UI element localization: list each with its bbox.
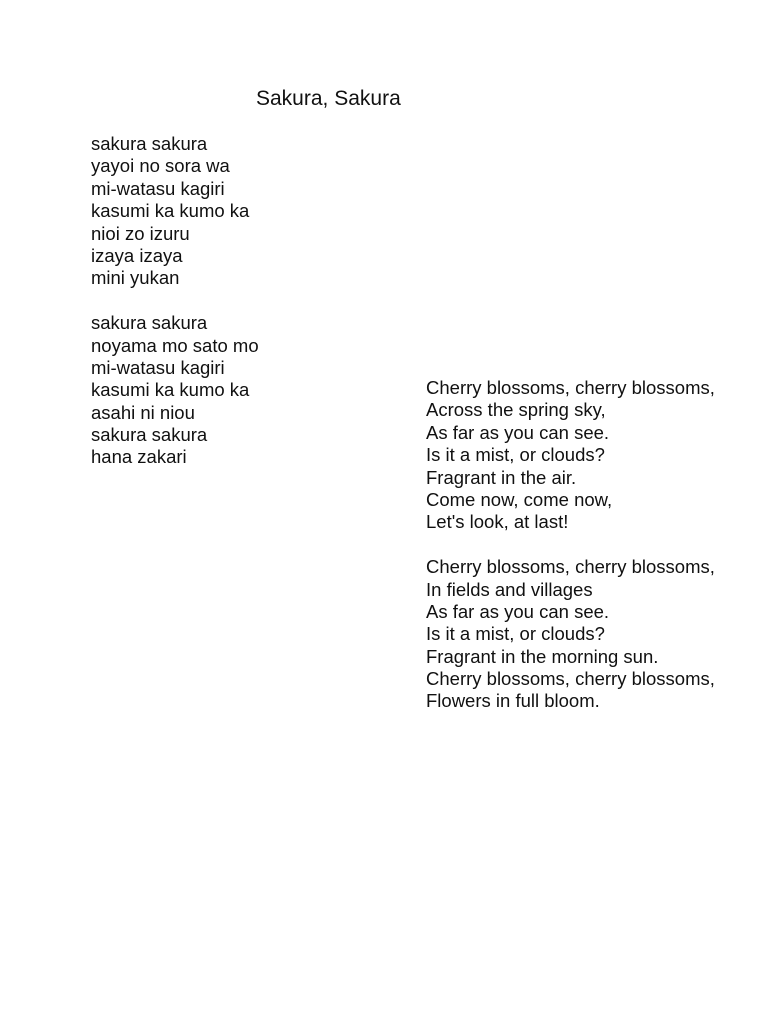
lyric-line: As far as you can see.: [426, 600, 610, 622]
japanese-stanza-1: [91, 133, 259, 290]
lyric-line: Flowers in full bloom.: [426, 690, 600, 712]
japanese-stanza-2: [91, 312, 259, 469]
song-title: Sakura, Sakura: [256, 87, 401, 110]
lyric-line: Cherry blossoms, cherry blossoms,: [426, 377, 715, 398]
english-stanza-1: [426, 377, 715, 534]
lyric-line: Fragrant in the morning sun.: [426, 645, 659, 667]
lyric-line: Let's look, at last!: [426, 511, 569, 533]
lyric-line: Is it a mist, or clouds?: [426, 444, 605, 466]
lyric-line: kasumi ka kumo ka: [91, 200, 250, 222]
lyric-line: Fragrant in the air.: [426, 466, 577, 488]
lyric-line: nioi zo izuru: [91, 222, 190, 244]
lyric-line: Across the spring sky,: [426, 399, 606, 421]
lyric-line: sakura sakura: [91, 133, 208, 154]
lyric-line: hana zakari: [91, 446, 187, 468]
lyric-line: sakura sakura: [91, 312, 208, 334]
english-lyrics: [426, 377, 715, 713]
lyric-line: izaya izaya: [91, 244, 183, 266]
lyric-line: Cherry blossoms, cherry blossoms,: [426, 556, 715, 578]
lyric-line: Is it a mist, or clouds?: [426, 623, 605, 645]
lyric-line: Come now, come now,: [426, 488, 613, 510]
lyric-line: Cherry blossoms, cherry blossoms,: [426, 668, 715, 690]
lyric-line: kasumi ka kumo ka: [91, 379, 250, 401]
english-stanza-2: [426, 556, 715, 713]
lyric-line: sakura sakura: [91, 424, 208, 446]
lyric-line: In fields and villages: [426, 578, 593, 600]
lyric-line: yayoi no sora wa: [91, 155, 230, 177]
lyric-line: mi-watasu kagiri: [91, 177, 225, 199]
lyric-line: noyama mo sato mo: [91, 334, 259, 356]
japanese-lyrics: [91, 133, 259, 469]
lyric-line: As far as you can see.: [426, 421, 610, 443]
lyric-line: asahi ni niou: [91, 401, 195, 423]
lyric-line: mini yukan: [91, 267, 180, 289]
lyric-line: mi-watasu kagiri: [91, 356, 225, 378]
